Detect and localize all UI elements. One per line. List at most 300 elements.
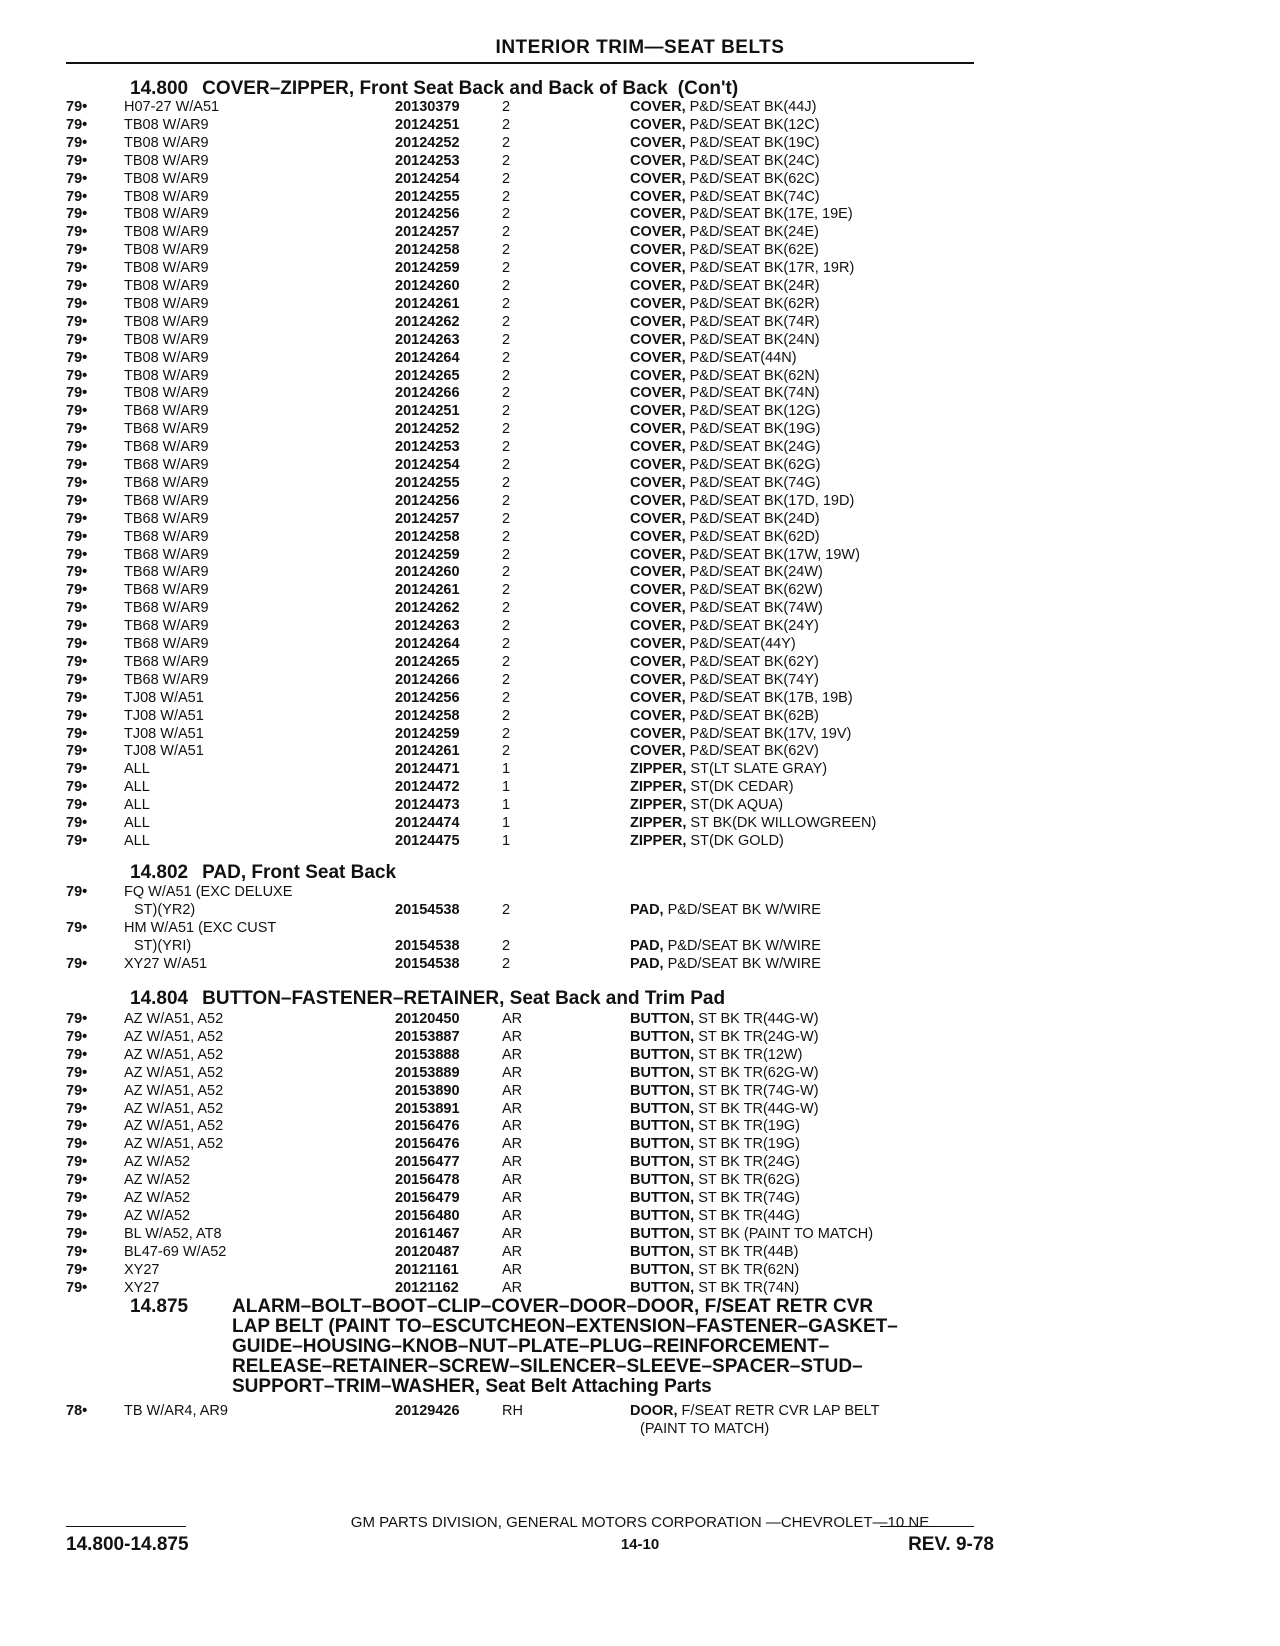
model-usage: H07-27 W/A51: [124, 99, 220, 115]
figure-ref: 79•: [66, 582, 88, 599]
parts-row: [0, 492, 1000, 510]
quantity: 2: [502, 955, 511, 972]
part-detail: P&D/SEAT BK(62B): [685, 707, 819, 724]
part-detail: P&D/SEAT BK(62G): [685, 457, 821, 473]
figure-ref: 79•: [66, 313, 88, 330]
parts-row: [0, 241, 1000, 259]
figure-ref: 79•: [66, 564, 88, 581]
part-number: 20153889: [395, 1064, 460, 1081]
figure-ref: 79•: [66, 474, 88, 491]
part-description: [630, 1225, 873, 1243]
part-description: [630, 277, 820, 295]
figure-ref: 79•: [66, 725, 88, 742]
part-number: 20124260: [395, 564, 460, 581]
quantity: 1: [502, 779, 511, 796]
figure-ref: 79•: [66, 955, 88, 972]
figure-ref: 79•: [66, 1190, 88, 1206]
part-description: [630, 707, 819, 725]
footer-revision: REV. 9-78: [908, 1534, 994, 1555]
part-detail: P&D/SEAT BK(19C): [685, 134, 820, 151]
part-number: 20120450: [395, 1011, 460, 1027]
part-description: [630, 367, 820, 385]
quantity: 2: [502, 349, 511, 366]
part-detail: P&D/SEAT BK(17D, 19D): [685, 492, 855, 509]
quantity: 2: [502, 492, 511, 509]
model-usage: TB68 W/AR9: [124, 474, 209, 491]
part-detail: ST BK TR(62G): [694, 1172, 801, 1189]
part-noun: BUTTON,: [630, 1011, 695, 1027]
quantity: 1: [502, 761, 511, 778]
part-detail: P&D/SEAT BK(62N): [685, 367, 820, 384]
parts-row: [0, 438, 1000, 456]
model-usage: TB08 W/AR9: [124, 134, 209, 151]
part-description: [630, 1261, 799, 1279]
part-noun: COVER,: [630, 636, 686, 652]
quantity: 2: [502, 403, 511, 420]
part-detail: P&D/SEAT BK(44J): [685, 99, 817, 115]
quantity: 2: [502, 600, 511, 617]
part-description: [630, 635, 796, 653]
quantity: 2: [502, 528, 511, 545]
parts-row: [0, 707, 1000, 725]
model-usage: TB68 W/AR9: [124, 403, 209, 420]
part-description: [630, 814, 876, 832]
figure-ref: 79•: [66, 116, 88, 133]
parts-row: [0, 814, 1000, 832]
figure-ref: 79•: [66, 600, 88, 617]
section-title-text: SUPPORT–TRIM–WASHER, Seat Belt Attaching Parts: [232, 1376, 712, 1397]
part-noun: COVER,: [630, 116, 686, 133]
figure-ref: 79•: [66, 1154, 88, 1171]
part-description: [630, 349, 797, 367]
part-description: [630, 1100, 819, 1118]
quantity: AR: [502, 1064, 523, 1081]
quantity: 2: [502, 671, 511, 688]
part-description: [630, 563, 823, 581]
part-detail: P&D/SEAT BK(24Y): [685, 618, 819, 635]
part-noun: BUTTON,: [630, 1118, 695, 1135]
parts-row: [0, 1279, 1000, 1297]
figure-ref: 79•: [66, 242, 88, 259]
figure-ref: 79•: [66, 815, 88, 831]
quantity: 2: [502, 510, 511, 527]
parts-row: [0, 1261, 1000, 1279]
part-description: [630, 134, 820, 152]
section-title-text: RELEASE–RETAINER–SCREW–SILENCER–SLEEVE–SPACER–STUD–: [232, 1356, 863, 1377]
part-number: 20154538: [395, 955, 460, 972]
figure-ref: 78•: [66, 1403, 88, 1419]
part-description: [630, 1243, 798, 1261]
part-number: 20121161: [395, 1261, 459, 1278]
quantity: 2: [502, 224, 511, 241]
part-detail: P&D/SEAT BK(62C): [685, 170, 820, 187]
quantity: 2: [502, 116, 511, 133]
part-noun: COVER,: [630, 349, 686, 366]
figure-ref: 79•: [66, 689, 88, 706]
parts-row: [0, 367, 1000, 385]
model-usage: TB08 W/AR9: [124, 331, 209, 348]
part-number: 20124259: [395, 260, 460, 277]
section-title: BUTTON–FASTENER–RETAINER, Seat Back and Trim Pad: [202, 988, 726, 1009]
parts-row: [0, 313, 1000, 331]
part-description: [630, 1010, 819, 1028]
model-usage: AZ W/A51, A52: [124, 1064, 224, 1081]
model-usage: TB68 W/AR9: [124, 546, 209, 563]
parts-row: [0, 635, 1000, 653]
figure-ref: 79•: [66, 528, 88, 545]
part-detail: P&D/SEAT BK(17W, 19W): [685, 546, 860, 563]
figure-ref: 79•: [66, 224, 88, 241]
quantity: AR: [502, 1207, 523, 1224]
part-detail: P&D/SEAT BK(24E): [685, 224, 819, 241]
part-number: 20124474: [395, 815, 460, 831]
part-number: 20156476: [395, 1136, 460, 1153]
part-detail: P&D/SEAT BK(12G): [685, 403, 821, 420]
part-noun: COVER,: [630, 492, 686, 509]
part-number: 20153887: [395, 1028, 460, 1045]
model-usage: TJ08 W/A51: [124, 725, 204, 742]
part-description: [630, 420, 820, 438]
part-noun: COVER,: [630, 278, 686, 294]
part-noun: BUTTON,: [630, 1046, 695, 1063]
part-number: 20156476: [395, 1118, 460, 1135]
part-number: 20124257: [395, 510, 460, 527]
parts-row: [0, 1100, 1000, 1118]
parts-row: [0, 1153, 1000, 1171]
quantity: 2: [502, 474, 511, 491]
part-noun: PAD,: [630, 937, 664, 954]
quantity: RH: [502, 1403, 523, 1419]
part-noun: COVER,: [630, 152, 686, 169]
model-usage: AZ W/A52: [124, 1172, 191, 1189]
parts-row: [0, 1117, 1000, 1135]
part-detail: P&D/SEAT BK(74Y): [685, 671, 819, 688]
part-detail: P&D/SEAT BK(24C): [685, 152, 820, 169]
part-description: [630, 116, 820, 134]
part-detail: P&D/SEAT BK W/WIRE: [663, 901, 821, 918]
figure-ref: 79•: [66, 1261, 88, 1278]
parts-row: [0, 1082, 1000, 1100]
model-usage: AZ W/A51, A52: [124, 1118, 224, 1135]
figure-ref: 79•: [66, 260, 88, 277]
part-detail: (PAINT TO MATCH): [640, 1420, 770, 1437]
section-number: 14.800: [130, 78, 189, 99]
parts-row: [0, 456, 1000, 474]
quantity: 2: [502, 743, 511, 760]
part-description: [630, 671, 819, 689]
model-usage: TB08 W/AR9: [124, 313, 209, 330]
part-number: 20124472: [395, 779, 460, 796]
figure-ref: 79•: [66, 99, 88, 115]
parts-row: [0, 1046, 1000, 1064]
part-number: 20121162: [395, 1279, 459, 1296]
quantity: 2: [502, 242, 511, 259]
part-detail: P&D/SEAT BK(62E): [685, 242, 819, 259]
part-noun: COVER,: [630, 618, 686, 635]
part-noun: COVER,: [630, 403, 686, 420]
part-number: 20124256: [395, 492, 460, 509]
part-detail: P&D/SEAT BK(74N): [685, 385, 820, 402]
quantity: 2: [502, 636, 511, 652]
model-usage: TB68 W/AR9: [124, 636, 209, 652]
part-number: 20129426: [395, 1403, 460, 1419]
figure-ref: 79•: [66, 439, 88, 456]
part-detail: P&D/SEAT BK(24R): [685, 278, 820, 294]
parts-row: [0, 1064, 1000, 1082]
part-number: 20161467: [395, 1225, 460, 1242]
parts-row: [0, 689, 1000, 707]
part-number: 20124263: [395, 331, 460, 348]
part-noun: ZIPPER,: [630, 832, 687, 849]
part-number: 20124257: [395, 224, 460, 241]
part-noun: BUTTON,: [630, 1028, 695, 1045]
quantity: AR: [502, 1243, 523, 1260]
model-usage: BL47-69 W/A52: [124, 1243, 227, 1260]
part-description: [630, 617, 819, 635]
model-usage: TB68 W/AR9: [124, 653, 209, 670]
quantity: AR: [502, 1046, 523, 1063]
parts-row: [0, 188, 1000, 206]
quantity: 2: [502, 564, 511, 581]
model-usage: ST)(YRI): [134, 937, 192, 954]
model-usage: TB08 W/AR9: [124, 188, 209, 205]
part-description: [630, 510, 820, 528]
part-detail: P&D/SEAT BK(12C): [685, 116, 820, 133]
part-number: 20124266: [395, 671, 460, 688]
part-number: 20124475: [395, 832, 460, 849]
model-usage: TB08 W/AR9: [124, 152, 209, 169]
quantity: 2: [502, 331, 511, 348]
quantity: 2: [502, 725, 511, 742]
part-description: [630, 742, 819, 760]
model-usage: ALL: [124, 761, 150, 778]
section-number: 14.804: [130, 988, 189, 1009]
figure-ref: 79•: [66, 278, 88, 294]
part-noun: COVER,: [630, 421, 686, 438]
parts-row: [0, 796, 1000, 814]
part-detail: ST BK TR(24G): [694, 1154, 801, 1171]
figure-ref: 79•: [66, 1082, 88, 1099]
parts-row: [0, 205, 1000, 223]
part-description: [630, 295, 820, 313]
model-usage: TB08 W/AR9: [124, 170, 209, 187]
part-number: 20124266: [395, 385, 460, 402]
part-noun: ZIPPER,: [630, 815, 687, 831]
part-detail: P&D/SEAT BK(62R): [685, 295, 820, 312]
part-noun: COVER,: [630, 439, 686, 456]
part-description: [630, 581, 823, 599]
part-number: 20154538: [395, 901, 460, 918]
figure-ref: 79•: [66, 385, 88, 402]
part-noun: COVER,: [630, 546, 686, 563]
part-noun: BUTTON,: [630, 1082, 695, 1099]
part-description: [630, 331, 820, 349]
part-number: 20124252: [395, 134, 460, 151]
footer-page-number: 14-10: [620, 1536, 660, 1553]
part-noun: ZIPPER,: [630, 761, 687, 778]
part-number: 20153891: [395, 1100, 460, 1117]
parts-row: [0, 152, 1000, 170]
model-usage: BL W/A52, AT8: [124, 1225, 222, 1242]
parts-row: [0, 474, 1000, 492]
part-noun: COVER,: [630, 188, 686, 205]
parts-row: [0, 349, 1000, 367]
quantity: AR: [502, 1279, 523, 1296]
model-usage: AZ W/A52: [124, 1154, 191, 1171]
parts-row: [0, 1243, 1000, 1261]
parts-row: [0, 778, 1000, 796]
section-title-line: [130, 1357, 898, 1377]
figure-ref: 79•: [66, 457, 88, 473]
model-usage: AZ W/A51, A52: [124, 1046, 224, 1063]
figure-ref: 79•: [66, 636, 88, 652]
part-detail: P&D/SEAT BK(17E, 19E): [685, 206, 853, 223]
figure-ref: 79•: [66, 492, 88, 509]
part-detail: ST BK (PAINT TO MATCH): [694, 1225, 874, 1242]
part-noun: COVER,: [630, 367, 686, 384]
parts-row: [0, 581, 1000, 599]
quantity: 2: [502, 653, 511, 670]
part-number: 20124261: [395, 295, 460, 312]
part-number: 20130379: [395, 99, 460, 115]
part-detail: ST BK TR(74G): [694, 1190, 801, 1206]
part-description: [630, 438, 820, 456]
model-usage: AZ W/A52: [124, 1207, 191, 1224]
part-number: 20124258: [395, 707, 460, 724]
part-description: [630, 98, 816, 116]
part-description: [630, 778, 794, 796]
part-description: [630, 599, 823, 617]
parts-row: [0, 832, 1000, 850]
part-description: [630, 170, 820, 188]
model-usage: HM W/A51 (EXC CUST: [124, 919, 277, 936]
part-detail: ST(LT SLATE GRAY): [686, 761, 828, 778]
model-usage: XY27: [124, 1261, 160, 1278]
part-noun: COVER,: [630, 313, 686, 330]
part-detail: ST BK TR(12W): [694, 1046, 803, 1063]
quantity: 2: [502, 439, 511, 456]
part-description: [630, 456, 820, 474]
part-detail: P&D/SEAT BK W/WIRE: [663, 955, 821, 972]
part-detail: P&D/SEAT BK(62Y): [685, 653, 819, 670]
parts-row: [0, 1171, 1000, 1189]
figure-ref: 79•: [66, 1225, 88, 1242]
part-description: [640, 1420, 769, 1438]
model-usage: AZ W/A51, A52: [124, 1100, 224, 1117]
model-usage: TJ08 W/A51: [124, 689, 204, 706]
part-description: [630, 1135, 800, 1153]
model-usage: TB08 W/AR9: [124, 295, 209, 312]
section-heading-14-800: [130, 78, 738, 100]
parts-row: [0, 295, 1000, 313]
part-number: 20124254: [395, 457, 460, 473]
parts-row: [0, 937, 1000, 955]
part-noun: BUTTON,: [630, 1225, 695, 1242]
part-number: 20124264: [395, 636, 460, 652]
part-noun: COVER,: [630, 224, 686, 241]
part-noun: COVER,: [630, 474, 686, 491]
part-description: [630, 492, 854, 510]
quantity: 2: [502, 367, 511, 384]
part-noun: COVER,: [630, 582, 686, 599]
model-usage: AZ W/A51, A52: [124, 1136, 224, 1153]
parts-row: [0, 1135, 1000, 1153]
header-rule: [66, 62, 974, 64]
part-description: [630, 653, 819, 671]
model-usage: TB68 W/AR9: [124, 618, 209, 635]
parts-row: [0, 277, 1000, 295]
part-detail: F/SEAT RETR CVR LAP BELT: [677, 1403, 880, 1419]
part-detail: ST BK TR(62N): [694, 1261, 800, 1278]
part-detail: ST(DK GOLD): [686, 832, 784, 849]
section-number: 14.875: [130, 1296, 189, 1317]
model-usage: FQ W/A51 (EXC DELUXE: [124, 884, 293, 900]
part-number: 20124261: [395, 582, 460, 599]
parts-row: [0, 653, 1000, 671]
part-number: 20124252: [395, 421, 460, 438]
quantity: 2: [502, 457, 511, 473]
model-usage: ALL: [124, 815, 150, 831]
part-detail: ST BK TR(44G-W): [694, 1100, 819, 1117]
section-title-line: [130, 1297, 898, 1317]
part-noun: BUTTON,: [630, 1279, 695, 1296]
part-description: [630, 1402, 880, 1420]
parts-row: [0, 1225, 1000, 1243]
quantity: AR: [502, 1028, 523, 1045]
model-usage: TB08 W/AR9: [124, 367, 209, 384]
part-number: 20124263: [395, 618, 460, 635]
model-usage: ALL: [124, 797, 150, 814]
figure-ref: 79•: [66, 1172, 88, 1189]
part-detail: P&D/SEAT BK(19G): [685, 421, 821, 438]
part-noun: COVER,: [630, 295, 686, 312]
part-description: [630, 1153, 800, 1171]
part-number: 20156478: [395, 1172, 460, 1189]
figure-ref: 79•: [66, 653, 88, 670]
part-noun: COVER,: [630, 671, 686, 688]
model-usage: TB08 W/AR9: [124, 116, 209, 133]
model-usage: TB68 W/AR9: [124, 510, 209, 527]
figure-ref: 79•: [66, 618, 88, 635]
section-title-text: GUIDE–HOUSING–KNOB–NUT–PLATE–PLUG–REINFORCEMENT–: [232, 1336, 830, 1357]
quantity: AR: [502, 1011, 523, 1027]
part-noun: COVER,: [630, 385, 686, 402]
model-usage: AZ W/A51, A52: [124, 1082, 224, 1099]
part-description: [630, 259, 854, 277]
part-detail: P&D/SEAT BK(62D): [685, 528, 820, 545]
part-detail: ST(DK CEDAR): [686, 779, 794, 796]
part-noun: COVER,: [630, 689, 686, 706]
part-noun: COVER,: [630, 600, 686, 617]
quantity: AR: [502, 1136, 523, 1153]
figure-ref: 79•: [66, 403, 88, 420]
part-detail: P&D/SEAT BK(62W): [685, 582, 823, 599]
figure-ref: 79•: [66, 134, 88, 151]
part-number: 20124253: [395, 152, 460, 169]
quantity: 2: [502, 901, 511, 918]
part-noun: COVER,: [630, 743, 686, 760]
part-detail: ST BK TR(44G-W): [694, 1011, 819, 1027]
part-noun: COVER,: [630, 134, 686, 151]
quantity: 2: [502, 582, 511, 599]
quantity: 1: [502, 832, 511, 849]
section-title: PAD, Front Seat Back: [202, 862, 397, 883]
part-detail: P&D/SEAT BK(24G): [685, 439, 821, 456]
part-detail: ST BK TR(74N): [694, 1279, 800, 1296]
part-detail: ST BK TR(44B): [694, 1243, 799, 1260]
model-usage: AZ W/A51, A52: [124, 1011, 224, 1027]
part-number: 20124251: [395, 116, 460, 133]
